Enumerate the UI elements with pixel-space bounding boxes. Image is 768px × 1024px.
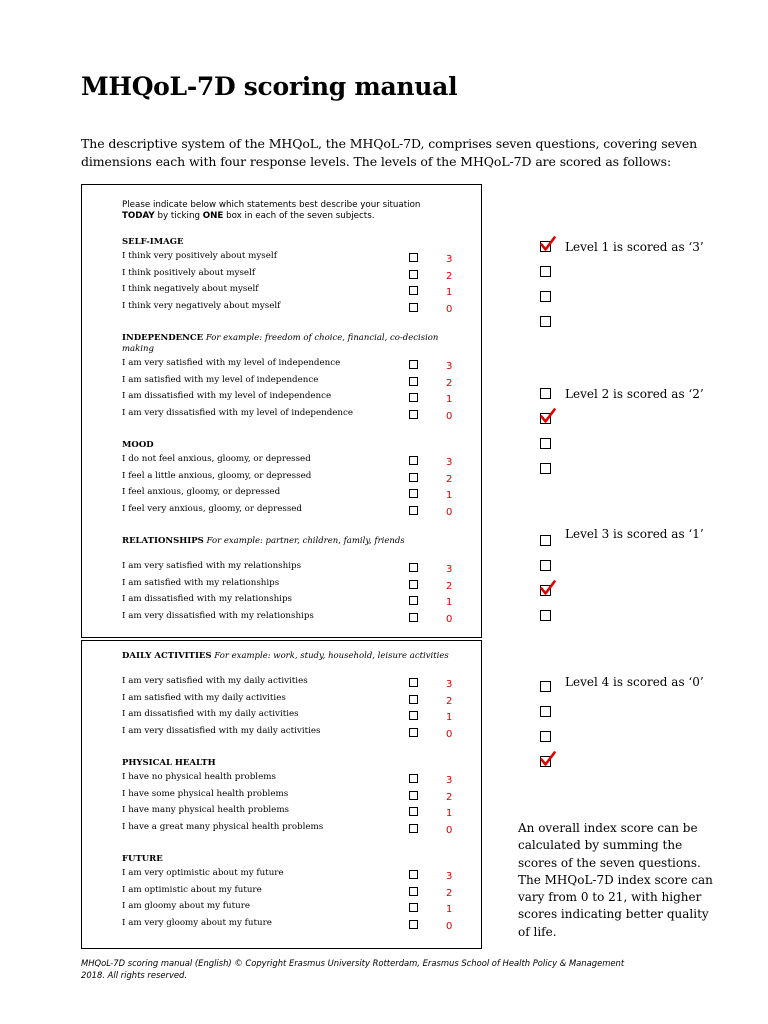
section-title: FUTURE <box>122 854 163 864</box>
checkbox-icon[interactable] <box>409 286 418 295</box>
option-score: 3 <box>446 361 453 372</box>
checkbox-icon[interactable] <box>540 756 551 767</box>
section-title: MOOD <box>122 440 154 450</box>
answer-option <box>122 560 467 577</box>
checkbox-icon[interactable] <box>409 791 418 800</box>
instruction-text: by ticking <box>154 211 203 221</box>
option-score: 3 <box>446 457 453 468</box>
option-score: 0 <box>446 613 453 625</box>
copyright-footer <box>81 957 721 981</box>
option-label: I am very optimistic about my future <box>122 868 284 878</box>
checkbox-icon[interactable] <box>409 489 418 498</box>
option-score: 2 <box>446 377 453 389</box>
option-label: I am very dissatisfied with my relationships <box>122 610 314 621</box>
answer-option <box>122 788 467 805</box>
section-title: DAILY ACTIVITIES <box>122 651 212 661</box>
checkbox-icon[interactable] <box>409 774 418 783</box>
summary-line: scores indicating better quality <box>518 907 709 922</box>
option-label: I am very dissatisfied with my daily activities <box>122 725 321 736</box>
option-label: I am dissatisfied with my daily activities <box>122 709 299 720</box>
checkbox-icon[interactable] <box>540 731 551 742</box>
section-example: For example: freedom of choice, financial, co-decision making <box>122 333 439 354</box>
option-score: 1 <box>446 904 453 916</box>
option-label: I am dissatisfied with my relationships <box>122 594 292 605</box>
checkbox-icon[interactable] <box>409 596 418 605</box>
option-label: I am very dissatisfied with my level of independence <box>122 407 354 418</box>
option-score: 2 <box>446 887 453 899</box>
section-example: For example: partner, children, family, friends <box>206 536 405 546</box>
option-label: I do not feel anxious, gloomy, or depressed <box>122 454 311 464</box>
summary-line: calculated by summing the <box>518 838 683 853</box>
checkbox-icon[interactable] <box>409 563 418 572</box>
checkbox-icon[interactable] <box>409 920 418 929</box>
answer-option <box>122 453 467 470</box>
answer-option <box>122 867 467 884</box>
answer-option <box>122 283 467 300</box>
option-label: I am satisfied with my level of independence <box>122 374 319 385</box>
checkbox-icon[interactable] <box>540 388 551 399</box>
section-title: RELATIONSHIPS <box>122 536 204 546</box>
checkbox-icon[interactable] <box>409 870 418 879</box>
answer-option <box>122 917 467 934</box>
section-heading <box>122 758 467 771</box>
option-label: I am dissatisfied with my level of independence <box>122 391 332 402</box>
option-score: 3 <box>446 679 453 690</box>
option-label: I feel a little anxious, gloomy, or depressed <box>122 470 312 481</box>
option-score: 2 <box>446 580 453 592</box>
answer-option <box>122 884 467 901</box>
answer-option <box>122 725 467 742</box>
section-heading <box>122 333 467 357</box>
option-score: 1 <box>446 490 453 502</box>
option-score: 0 <box>446 728 453 740</box>
answer-option <box>122 675 467 692</box>
option-label: I think positively about myself <box>122 267 256 278</box>
index-score-summary <box>518 820 718 941</box>
checkbox-icon[interactable] <box>409 253 418 262</box>
option-score: 2 <box>446 695 453 707</box>
questionnaire-instruction <box>122 200 452 222</box>
section-mood <box>122 440 467 519</box>
option-score: 1 <box>446 287 453 299</box>
page-title: MHQoL-7D scoring manual <box>81 72 458 101</box>
section-title: INDEPENDENCE <box>122 333 204 343</box>
checkmark-icon <box>540 580 556 596</box>
checkbox-icon[interactable] <box>540 438 551 449</box>
checkmark-icon <box>540 408 556 424</box>
answer-option <box>122 300 467 317</box>
instruction-today: TODAY <box>122 211 155 221</box>
checkbox-icon[interactable] <box>540 560 551 571</box>
checkbox-icon[interactable] <box>409 613 418 622</box>
checkbox-icon[interactable] <box>540 706 551 717</box>
level-label: Level 2 is scored as ‘2’ <box>565 387 704 401</box>
checkbox-icon[interactable] <box>409 887 418 896</box>
checkbox-icon[interactable] <box>409 580 418 589</box>
level-label: Level 1 is scored as ‘3’ <box>565 240 704 254</box>
option-score: 0 <box>446 920 453 932</box>
answer-option <box>122 267 467 284</box>
option-score: 1 <box>446 712 453 724</box>
answer-option <box>122 804 467 821</box>
section-future <box>122 854 467 933</box>
checkbox-icon[interactable] <box>540 241 551 252</box>
level-label: Level 4 is scored as ‘0’ <box>565 675 704 689</box>
option-score: 0 <box>446 824 453 836</box>
option-label: I have many physical health problems <box>122 805 290 816</box>
checkmark-icon <box>540 236 556 252</box>
option-label: I am satisfied with my daily activities <box>122 692 286 703</box>
section-heading <box>122 854 467 867</box>
option-label: I feel very anxious, gloomy, or depressed <box>122 503 302 514</box>
section-independence <box>122 333 467 423</box>
answer-option <box>122 374 467 391</box>
checkmark-icon <box>540 751 556 767</box>
section-relationships <box>122 536 467 626</box>
checkbox-icon[interactable] <box>540 463 551 474</box>
section-self-image <box>122 237 467 316</box>
intro-line: The descriptive system of the MHQoL, the MHQoL-7D, comprises seven questions, covering seven <box>81 136 698 151</box>
option-label: I have some physical health problems <box>122 788 289 799</box>
checkbox-icon[interactable] <box>540 291 551 302</box>
section-daily-activities <box>122 651 467 741</box>
option-score: 3 <box>446 871 453 882</box>
option-label: I am very satisfied with my daily activities <box>122 676 308 686</box>
checkbox-icon[interactable] <box>540 610 551 621</box>
option-label: I am gloomy about my future <box>122 901 250 912</box>
option-score: 3 <box>446 564 453 575</box>
answer-option <box>122 357 467 374</box>
summary-line: scores of the seven questions. <box>518 855 701 870</box>
checkbox-icon[interactable] <box>409 695 418 704</box>
option-score: 2 <box>446 791 453 803</box>
answer-option <box>122 577 467 594</box>
option-label: I have a great many physical health problems <box>122 821 324 832</box>
checkbox-icon[interactable] <box>409 903 418 912</box>
checkbox-icon[interactable] <box>409 807 418 816</box>
option-score: 1 <box>446 808 453 820</box>
section-heading <box>122 651 467 675</box>
option-score: 0 <box>446 506 453 518</box>
checkbox-icon[interactable] <box>540 316 551 327</box>
option-score: 2 <box>446 473 453 485</box>
checkbox-icon[interactable] <box>409 270 418 279</box>
checkbox-icon[interactable] <box>409 456 418 465</box>
questionnaire-box-1 <box>81 184 482 638</box>
section-title: PHYSICAL HEALTH <box>122 758 216 768</box>
instruction-text: box in each of the seven subjects. <box>223 211 375 221</box>
option-label: I am optimistic about my future <box>122 884 262 895</box>
checkbox-icon[interactable] <box>409 728 418 737</box>
checkbox-icon[interactable] <box>409 303 418 312</box>
option-score: 1 <box>446 597 453 609</box>
answer-option <box>122 503 467 520</box>
instruction-one: ONE <box>202 211 224 221</box>
option-label: I am very gloomy about my future <box>122 917 272 928</box>
answer-option <box>122 900 467 917</box>
checkbox-icon[interactable] <box>540 413 551 424</box>
answer-option <box>122 821 467 838</box>
option-label: I am satisfied with my relationships <box>122 577 280 588</box>
section-title: SELF-IMAGE <box>122 237 184 247</box>
option-score: 0 <box>446 410 453 422</box>
option-label: I am very satisfied with my level of independence <box>122 358 341 368</box>
answer-option <box>122 250 467 267</box>
checkbox-icon[interactable] <box>409 473 418 482</box>
answer-option <box>122 470 467 487</box>
answer-option <box>122 771 467 788</box>
checkbox-icon[interactable] <box>409 678 418 687</box>
answer-option <box>122 708 467 725</box>
answer-option <box>122 390 467 407</box>
intro-line: dimensions each with four response levels. The levels of the MHQoL-7D are scored as follows: <box>81 154 672 169</box>
option-score: 2 <box>446 270 453 282</box>
option-label: I think negatively about myself <box>122 284 259 295</box>
checkbox-icon[interactable] <box>409 824 418 833</box>
questionnaire-box-2 <box>81 640 482 949</box>
option-score: 3 <box>446 775 453 786</box>
checkbox-icon[interactable] <box>540 535 551 546</box>
answer-option <box>122 692 467 709</box>
summary-line: The MHQoL-7D index score can <box>518 872 713 887</box>
section-heading <box>122 536 467 560</box>
option-label: I have no physical health problems <box>122 772 276 782</box>
summary-line: An overall index score can be <box>518 821 698 835</box>
option-label: I think very negatively about myself <box>122 300 281 311</box>
instruction-line: Please indicate below which statements best describe your situation <box>122 200 421 210</box>
checkbox-icon[interactable] <box>409 360 418 369</box>
checkbox-icon[interactable] <box>409 393 418 402</box>
section-physical-health <box>122 758 467 837</box>
checkbox-icon[interactable] <box>409 410 418 419</box>
option-score: 0 <box>446 303 453 315</box>
answer-option <box>122 593 467 610</box>
option-score: 1 <box>446 394 453 406</box>
checkbox-icon[interactable] <box>409 711 418 720</box>
option-label: I am very satisfied with my relationships <box>122 561 302 571</box>
intro-paragraph <box>81 135 701 171</box>
section-example: For example: work, study, household, leisure activities <box>214 651 449 661</box>
footer-line: 2018. All rights reserved. <box>81 970 188 980</box>
option-score: 3 <box>446 254 453 265</box>
level-label: Level 3 is scored as ‘1’ <box>565 527 704 541</box>
option-label: I think very positively about myself <box>122 251 277 261</box>
checkbox-icon[interactable] <box>409 506 418 515</box>
checkbox-icon[interactable] <box>540 266 551 277</box>
section-heading <box>122 440 467 453</box>
option-label: I feel anxious, gloomy, or depressed <box>122 487 281 498</box>
checkbox-icon[interactable] <box>540 681 551 692</box>
checkbox-icon[interactable] <box>540 585 551 596</box>
section-heading <box>122 237 467 250</box>
checkbox-icon[interactable] <box>409 377 418 386</box>
summary-line: of life. <box>518 924 557 939</box>
footer-line: MHQoL-7D scoring manual (English) © Copyright Erasmus University Rotterdam, Erasmus School of Health Policy & Management <box>81 958 625 968</box>
answer-option <box>122 486 467 503</box>
answer-option <box>122 610 467 627</box>
answer-option <box>122 407 467 424</box>
summary-line: vary from 0 to 21, with higher <box>518 890 702 905</box>
